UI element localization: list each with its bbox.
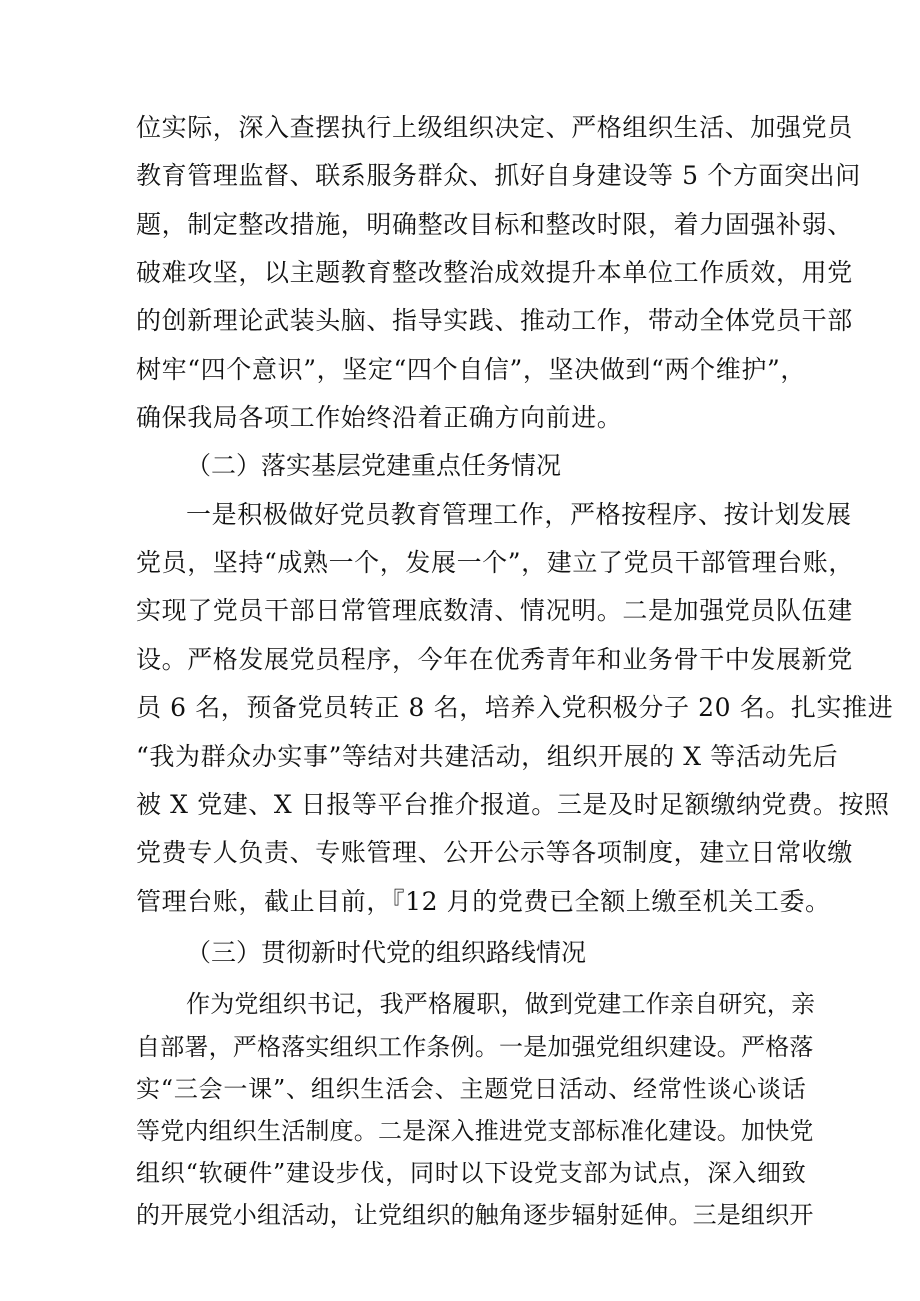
paragraph-line: 树牢“四个意识”，坚定“四个自信”，坚决做到“两个维护”， [136,355,806,384]
paragraph-line: 破难攻坚，以主题教育整改整治成效提升本单位工作质效，用党 [136,258,853,287]
paragraph-line: 实现了党员干部日常管理底数清、情况明。二是加强党员队伍建 [136,596,853,625]
paragraph-line: 确保我局各项工作始终沿着正确方向前进。 [136,403,623,432]
section-heading: （二）落实基层党建重点任务情况 [186,451,562,480]
paragraph-line: 党费专人负责、专账管理、公开公示等各项制度，建立日常收缴 [136,838,853,867]
paragraph-line: 组织“软硬件”建设步伐，同时以下设党支部为试点，深入细致 [136,1159,806,1187]
paragraph-line: 的开展党小组活动，让党组织的触角逐步辐射延伸。三是组织开 [136,1201,814,1229]
section-heading: （三）贯彻新时代党的组织路线情况 [186,938,587,967]
paragraph-line: 管理台账，截止目前，『12 月的党费已全额上缴至机关工委。 [136,887,831,916]
paragraph-line: 自部署，严格落实组织工作条例。一是加强党组织建设。严格落 [136,1033,814,1061]
paragraph-line: “我为群众办实事”等结对共建活动，组织开展的 X 等活动先后 [136,742,839,771]
paragraph-line: 被 X 党建、X 日报等平台推介报道。三是及时足额缴纳党费。按照 [136,790,890,819]
paragraph-line: 教育管理监督、联系服务群众、抓好自身建设等 5 个方面突出问 [136,161,861,190]
paragraph-line: 的创新理论武装头脑、指导实践、推动工作，带动全体党员干部 [136,306,853,335]
paragraph-line: 党员，坚持“成熟一个，发展一个”，建立了党员干部管理台账， [136,548,854,577]
paragraph-line: 题，制定整改措施，明确整改目标和整改时限，着力固强补弱、 [136,210,853,239]
paragraph-line: 作为党组织书记，我严格履职，做到党建工作亲自研究，亲 [186,990,816,1018]
paragraph-line: 实“三会一课”、组织生活会、主题党日活动、经常性谈心谈话 [136,1075,806,1103]
paragraph-line: 等党内组织生活制度。二是深入推进党支部标准化建设。加快党 [136,1117,814,1145]
paragraph-line: 设。严格发展党员程序，今年在优秀青年和业务骨干中发展新党 [136,645,853,674]
paragraph-line: 一是积极做好党员教育管理工作，严格按程序、按计划发展 [186,500,852,529]
paragraph-line: 位实际，深入查摆执行上级组织决定、严格组织生活、加强党员 [136,113,853,142]
paragraph-line: 员 6 名，预备党员转正 8 名，培养入党积极分子 20 名。扎实推进 [136,693,894,722]
